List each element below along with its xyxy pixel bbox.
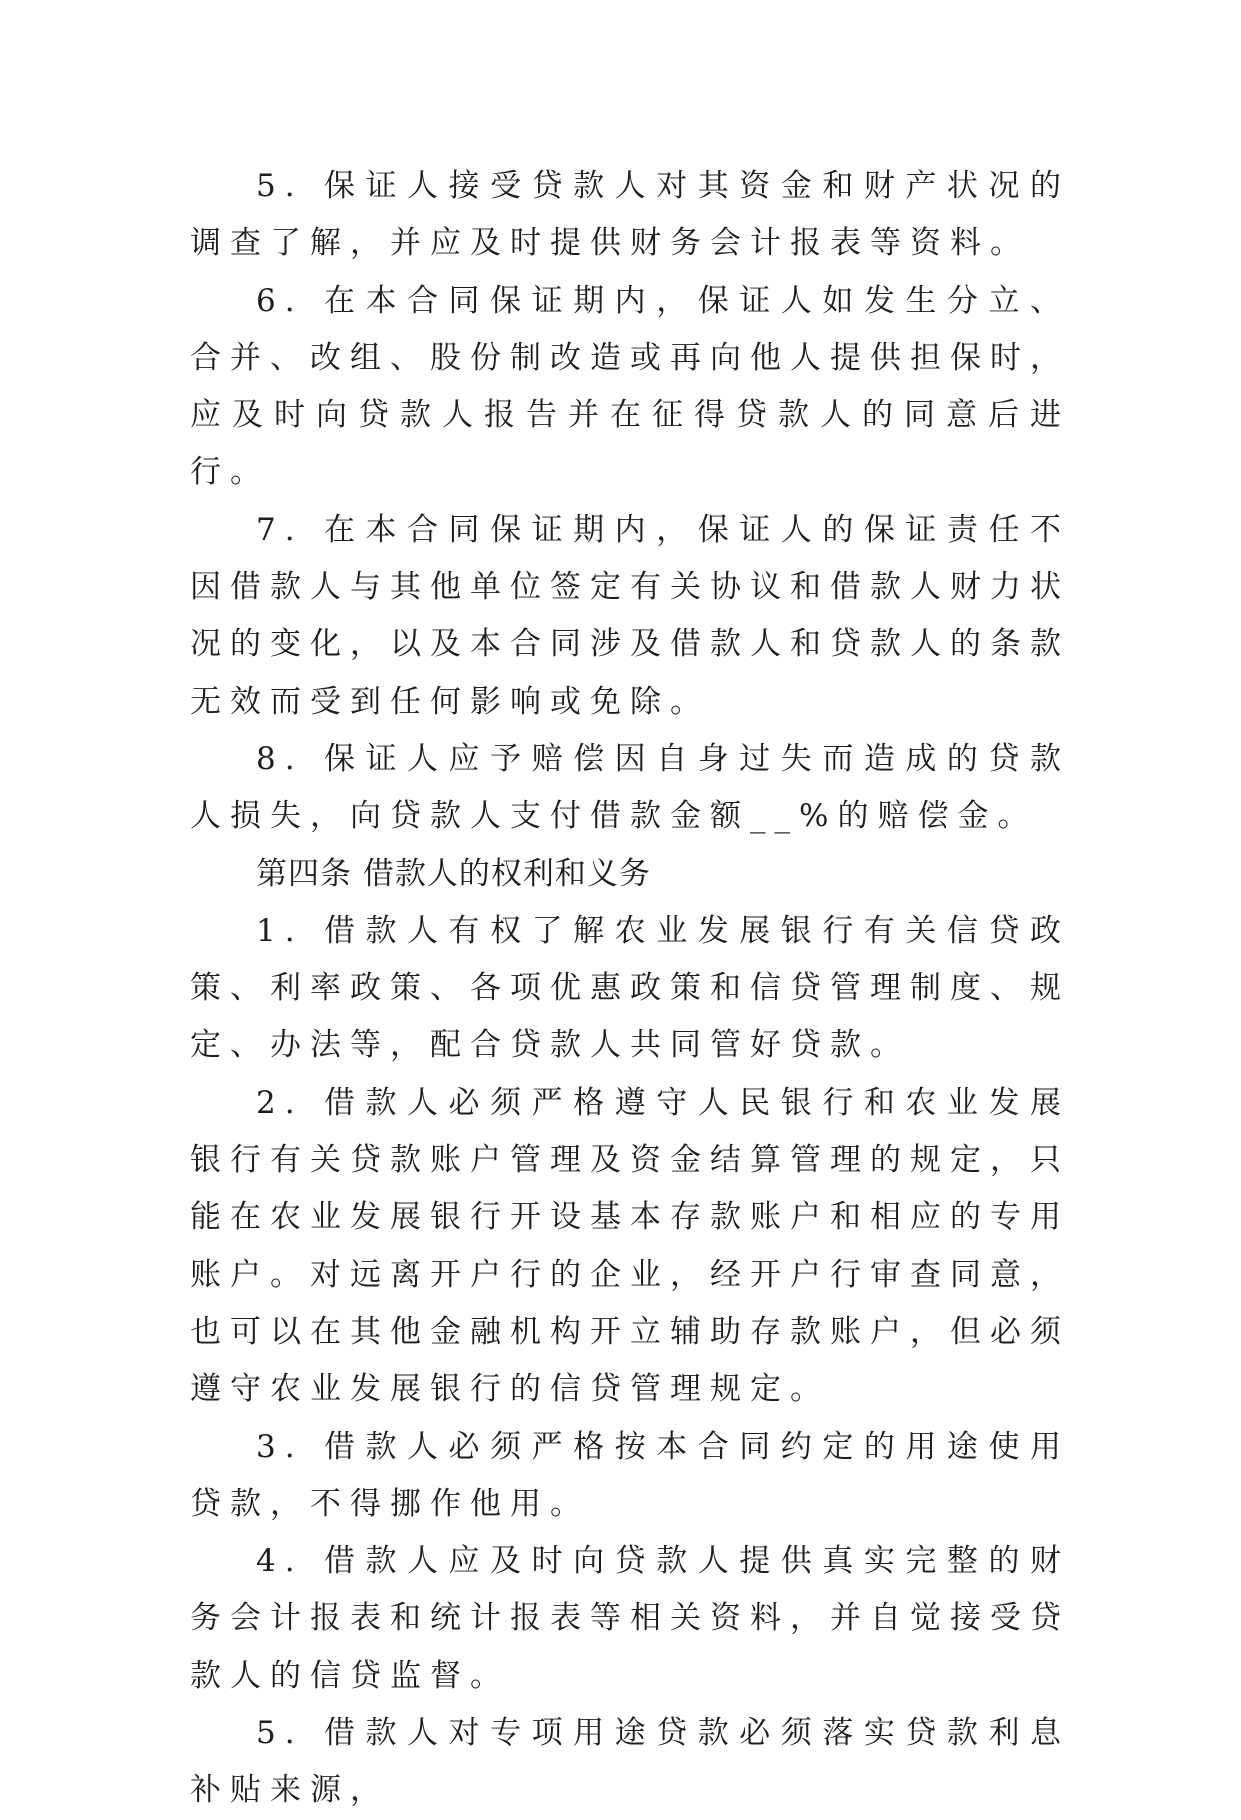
clause-guarantor-6: 6. 在本合同保证期内，保证人如发生分立、合并、改组、股份制改造或再向他人提供担保时，应及时向贷款人报告并在征得贷款人的同意后进行。 xyxy=(190,282,1070,491)
clause-guarantor-8: 8. 保证人应予赔偿因自身过失而造成的贷款人损失，向贷款人支付借款金额__%的赔偿金。 xyxy=(190,740,1070,835)
clause-borrower-1: 1. 借款人有权了解农业发展银行有关信贷政策、利率政策、各项优惠政策和信贷管理制度、规定、办法等，配合贷款人共同管好贷款。 xyxy=(190,912,1070,1064)
clause-borrower-3: 3. 借款人必须严格按本合同约定的用途使用贷款，不得挪作他用。 xyxy=(190,1428,1070,1522)
article-4-heading: 第四条 借款人的权利和义务 xyxy=(256,855,651,892)
clause-borrower-5: 5. 借款人对专项用途贷款必须落实贷款利息补贴来源， xyxy=(190,1715,1070,1809)
clause-borrower-4: 4. 借款人应及时向贷款人提供真实完整的财务会计报表和统计报表等相关资料，并自觉接受贷款人的信贷监督。 xyxy=(190,1543,1070,1694)
document-body xyxy=(190,158,1070,1820)
clause-borrower-2: 2. 借款人必须严格遵守人民银行和农业发展银行有关贷款账户管理及资金结算管理的规定，只能在农业发展银行开设基本存款账户和相应的专用账户。对远离开户行的企业，经开户行审查同意，也可以在其他金融机构开立辅助存款账户，但必须遵守农业发展银行的信贷管理规定。 xyxy=(190,1084,1070,1408)
clause-guarantor-7: 7. 在本合同保证期内，保证人的保证责任不因借款人与其他单位签定有关协议和借款人财力状况的变化，以及本合同涉及借款人和贷款人的条款无效而受到任何影响或免除。 xyxy=(190,511,1070,720)
clause-guarantor-5: 5. 保证人接受贷款人对其资金和财产状况的调查了解，并应及时提供财务会计报表等资料。 xyxy=(190,168,1070,262)
